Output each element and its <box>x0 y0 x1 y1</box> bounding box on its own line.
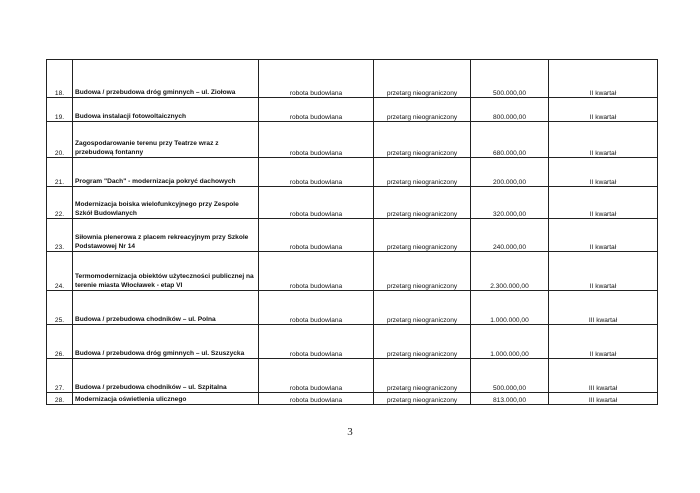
contract-type: robota budowlana <box>259 291 374 325</box>
table-row <box>47 219 658 252</box>
table-row <box>47 60 658 98</box>
quarter: III kwartał <box>549 291 658 325</box>
quarter: II kwartał <box>549 122 658 158</box>
task-name: Zagospodarowanie terenu przy Teatrze wraz z przebudową fontanny <box>73 122 259 158</box>
task-name: Termomodernizacja obiektów użyteczności publicznej na terenie miasta Włocławek - etap VI <box>73 252 259 291</box>
page-number: 3 <box>347 426 353 438</box>
task-name: Budowa / przebudowa dróg gminnych – ul. Ziołowa <box>73 60 259 98</box>
procurement-mode: przetarg nieograniczony <box>374 98 471 122</box>
quarter: II kwartał <box>549 187 658 219</box>
contract-type: robota budowlana <box>259 325 374 359</box>
task-name: Budowa instalacji fotowoltaicznych <box>73 98 259 122</box>
task-name: Budowa / przebudowa chodników – ul. Polna <box>73 291 259 325</box>
procurement-mode: przetarg nieograniczony <box>374 291 471 325</box>
contract-type: robota budowlana <box>259 187 374 219</box>
row-number: 25. <box>47 291 73 325</box>
task-name: Budowa / przebudowa dróg gminnych – ul. Szuszycka <box>73 325 259 359</box>
row-number: 28. <box>47 393 73 405</box>
task-name: Program "Dach" - modernizacja pokryć dachowych <box>73 158 259 187</box>
estimated-value: 1.000.000,00 <box>471 325 549 359</box>
row-number: 22. <box>47 187 73 219</box>
task-name: Siłownia plenerowa z placem rekreacyjnym przy Szkole Podstawowej Nr 14 <box>73 219 259 252</box>
row-number: 26. <box>47 325 73 359</box>
table-row <box>47 291 658 325</box>
procurement-mode: przetarg nieograniczony <box>374 252 471 291</box>
contract-type: robota budowlana <box>259 359 374 393</box>
estimated-value: 680.000,00 <box>471 122 549 158</box>
row-number: 23. <box>47 219 73 252</box>
estimated-value: 2.300.000,00 <box>471 252 549 291</box>
contract-type: robota budowlana <box>259 393 374 405</box>
table-row <box>47 393 658 405</box>
quarter: II kwartał <box>549 219 658 252</box>
quarter: II kwartał <box>549 325 658 359</box>
procurement-mode: przetarg nieograniczony <box>374 187 471 219</box>
contract-type: robota budowlana <box>259 98 374 122</box>
table-row <box>47 325 658 359</box>
quarter: III kwartał <box>549 393 658 405</box>
estimated-value: 240.000,00 <box>471 219 549 252</box>
quarter: II kwartał <box>549 60 658 98</box>
quarter: II kwartał <box>549 158 658 187</box>
row-number: 24. <box>47 252 73 291</box>
row-number: 21. <box>47 158 73 187</box>
table-row <box>47 359 658 393</box>
quarter: II kwartał <box>549 252 658 291</box>
contract-type: robota budowlana <box>259 252 374 291</box>
contract-type: robota budowlana <box>259 158 374 187</box>
table-row <box>47 187 658 219</box>
procurement-mode: przetarg nieograniczony <box>374 122 471 158</box>
quarter: III kwartał <box>549 359 658 393</box>
procurement-mode: przetarg nieograniczony <box>374 359 471 393</box>
table-row <box>47 158 658 187</box>
procurement-mode: przetarg nieograniczony <box>374 158 471 187</box>
task-name: Modernizacja oświetlenia ulicznego <box>73 393 259 405</box>
task-name: Modernizacja boiska wielofunkcyjnego przy Zespole Szkół Budowlanych <box>73 187 259 219</box>
estimated-value: 320.000,00 <box>471 187 549 219</box>
estimated-value: 500.000,00 <box>471 60 549 98</box>
row-number: 18. <box>47 60 73 98</box>
procurement-mode: przetarg nieograniczony <box>374 60 471 98</box>
procurement-table <box>46 59 658 405</box>
procurement-mode: przetarg nieograniczony <box>374 325 471 359</box>
task-name: Budowa / przebudowa chodników – ul. Szpitalna <box>73 359 259 393</box>
estimated-value: 500.000,00 <box>471 359 549 393</box>
table-row <box>47 122 658 158</box>
estimated-value: 800.000,00 <box>471 98 549 122</box>
row-number: 20. <box>47 122 73 158</box>
table-row <box>47 98 658 122</box>
row-number: 27. <box>47 359 73 393</box>
quarter: II kwartał <box>549 98 658 122</box>
estimated-value: 200.000,00 <box>471 158 549 187</box>
estimated-value: 813.000,00 <box>471 393 549 405</box>
table-row <box>47 252 658 291</box>
contract-type: robota budowlana <box>259 219 374 252</box>
contract-type: robota budowlana <box>259 60 374 98</box>
row-number: 19. <box>47 98 73 122</box>
procurement-mode: przetarg nieograniczony <box>374 219 471 252</box>
estimated-value: 1.000.000,00 <box>471 291 549 325</box>
contract-type: robota budowlana <box>259 122 374 158</box>
procurement-mode: przetarg nieograniczony <box>374 393 471 405</box>
